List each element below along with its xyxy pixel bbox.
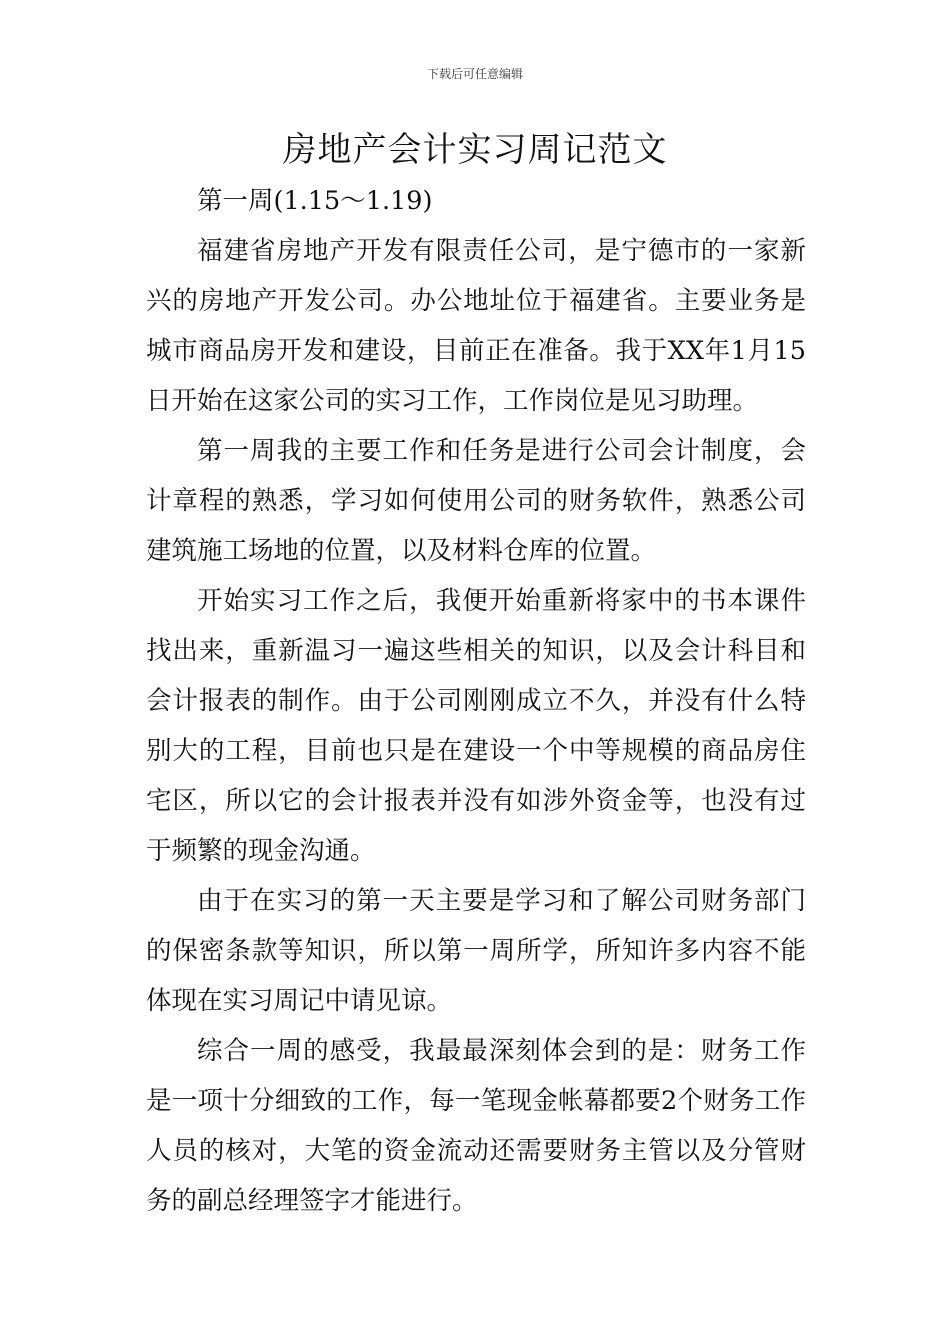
- paragraph-confidentiality: 由于在实习的第一天主要是学习和了解公司财务部门的保密条款等知识，所以第一周所学，所知许多内容不能体现在实习周记中请见谅。: [146, 886, 806, 1016]
- paragraph-first-week-tasks: 第一周我的主要工作和任务是进行公司会计制度，会计章程的熟悉，学习如何使用公司的财务软件，熟悉公司建筑施工场地的位置，以及材料仓库的位置。: [146, 436, 806, 566]
- header-note: 下载后可任意编辑: [426, 67, 523, 81]
- paragraph-summary: 综合一周的感受，我最最深刻体会到的是：财务工作是一项十分细致的工作，每一笔现金帐幕都要2个财务工作人员的核对，大笔的资金流动还需要财务主管以及分管财务的副总经理签字才能进行。: [146, 1036, 806, 1216]
- document-title: 房地产会计实习周记范文: [282, 130, 668, 170]
- week-heading: 第一周(1.15～1.19): [197, 186, 433, 216]
- paragraph-review-study: 开始实习工作之后，我便开始重新将家中的书本课件找出来，重新温习一遍这些相关的知识，以及会计科目和会计报表的制作。由于公司刚刚成立不久，并没有什么特别大的工程，目前也只是在建设一个中等规模的商品房住宅区，所以它的会计报表并没有如涉外资金等，也没有过于频繁的现金沟通。: [146, 586, 806, 866]
- paragraph-company-intro: 福建省房地产开发有限责任公司，是宁德市的一家新兴的房地产开发公司。办公地址位于福建省。主要业务是城市商品房开发和建设，目前正在准备。我于XX年1月15日开始在这家公司的实习工作，工作岗位是见习助理。: [146, 236, 806, 416]
- document-body: [146, 176, 806, 1226]
